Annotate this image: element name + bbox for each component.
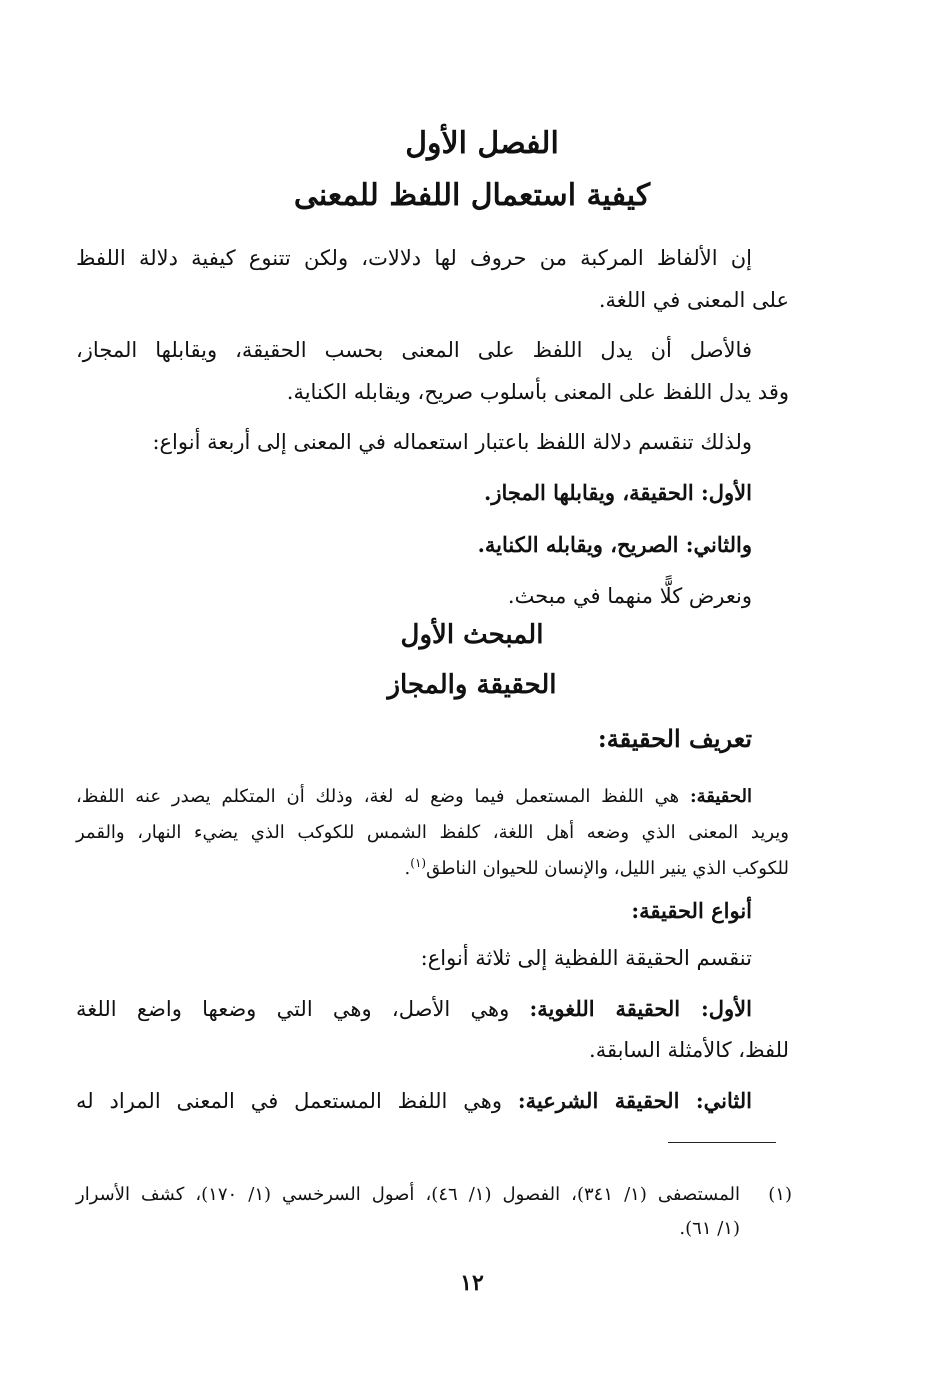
types-first-label: الأول: الحقيقة اللغوية:	[529, 996, 752, 1021]
intro-paragraph-1-line-1: إن الألفاظ المركبة من حروف لها دلالات، ولكن تتنوع كيفية دلالة اللفظ	[76, 246, 752, 270]
page-number: ١٢	[460, 1270, 484, 1296]
intro-paragraph-1-line-2: على المعنى في اللغة.	[598, 288, 789, 312]
footnote-line-1: المستصفى (١/ ٣٤١)، الفصول (١/ ٤٦)، أصول السرخسي (١/ ١٧٠)، كشف الأسرار	[76, 1184, 741, 1205]
types-second-text: وهي اللفظ المستعمل في المعنى المراد له	[76, 1089, 502, 1113]
footnote-line-2: (١/ ٦١).	[679, 1218, 740, 1239]
intro-paragraph-4: ونعرض كلًّا منهما في مبحث.	[507, 584, 752, 608]
chapter-subtitle: كيفية استعمال اللفظ للمعنى	[293, 178, 651, 213]
definition-term: الحقيقة:	[689, 786, 752, 807]
intro-paragraph-2-line-2: وقد يدل اللفظ على المعنى بأسلوب صريح، ويقابله الكناية.	[286, 380, 789, 404]
types-first-line-1	[76, 996, 752, 1021]
definition-line-3-text: للكوكب الذي ينير الليل، والإنسان للحيوان الناطق	[426, 858, 789, 879]
intro-list-item-1-text: الأول: الحقيقة، ويقابلها المجاز.	[484, 480, 752, 505]
chapter-title: الفصل الأول	[405, 126, 559, 161]
footnote-separator	[668, 1142, 776, 1143]
definition-line-1-text: هي اللفظ المستعمل فيما وضع له لغة، وذلك أن المتكلم يصدر عنه اللفظ،	[76, 786, 680, 807]
section-subtitle: الحقيقة والمجاز	[387, 670, 557, 700]
section-title: المبحث الأول	[400, 620, 544, 650]
footnote-number: (١)	[768, 1184, 792, 1205]
types-second-line-1	[76, 1088, 752, 1113]
types-heading	[631, 898, 752, 923]
intro-paragraph-2-line-1: فالأصل أن يدل اللفظ على المعنى بحسب الحقيقة، ويقابلها المجاز،	[76, 338, 752, 362]
types-second-label: الثاني: الحقيقة الشرعية:	[517, 1088, 752, 1113]
types-heading-text: أنواع الحقيقة:	[631, 898, 752, 923]
intro-list-item-2	[478, 532, 752, 557]
intro-list-item-2-text: والثاني: الصريح، ويقابله الكناية.	[477, 532, 752, 557]
definition-line-3	[405, 856, 789, 879]
types-first-line-2: للفظ، كالأمثلة السابقة.	[589, 1038, 789, 1062]
footnote-reference[interactable]: (١)	[410, 856, 427, 870]
intro-paragraph-3: ولذلك تنقسم دلالة اللفظ باعتبار استعماله في المعنى إلى أربعة أنواع:	[152, 430, 752, 454]
types-intro: تنقسم الحقيقة اللفظية إلى ثلاثة أنواع:	[420, 946, 752, 970]
types-first-text: وهي الأصل، وهي التي وضعها واضع اللغة	[76, 997, 510, 1021]
definition-line-2: ويريد المعنى الذي وضعه أهل اللغة، كلفظ الشمس للكوكب الذي يضيء النهار، والقمر	[76, 822, 789, 843]
definition-heading: تعريف الحقيقة:	[597, 724, 752, 753]
definition-line-3-end: .	[404, 858, 411, 879]
definition-line-1	[76, 786, 752, 807]
intro-list-item-1	[484, 480, 752, 505]
